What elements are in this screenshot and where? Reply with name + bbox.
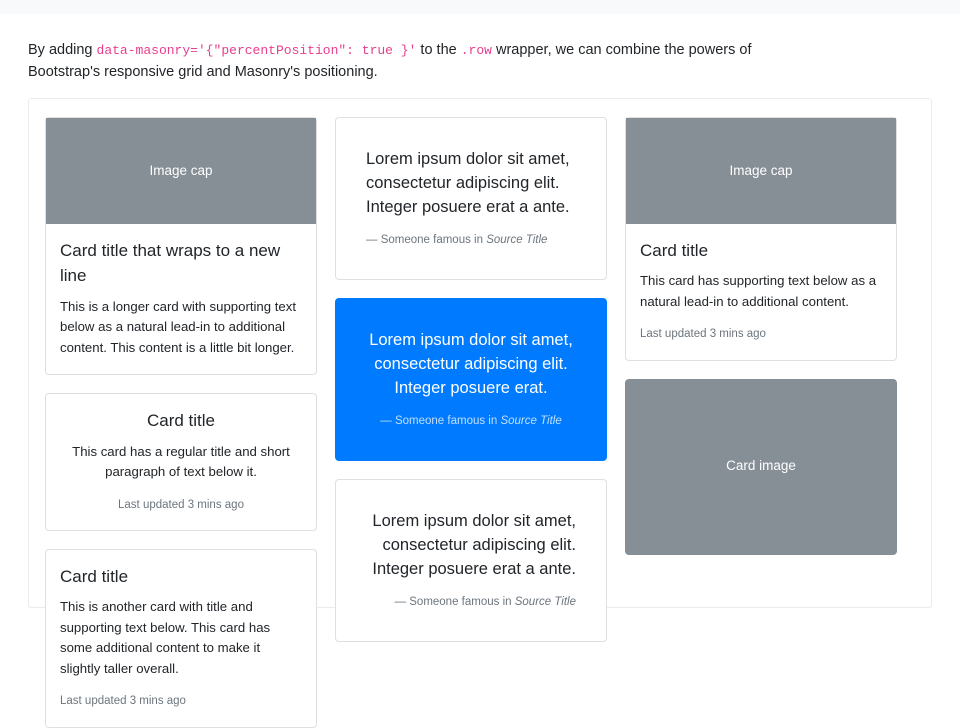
card-text: This is a longer card with supporting text below as a natural lead-in to additional content. This content is a little bit longer. <box>60 298 297 355</box>
quote-source: Source Title <box>486 233 548 246</box>
quote-text: Lorem ipsum dolor sit amet, consectetur adipiscing elit. Integer posuere erat a ante. <box>366 149 570 216</box>
card-body <box>46 224 316 374</box>
card-body <box>336 299 606 460</box>
quote-text: Lorem ipsum dolor sit amet, consectetur adipiscing elit. Integer posuere erat a ante. <box>372 511 576 578</box>
quote-author: Someone famous in <box>380 233 487 246</box>
blockquote <box>350 313 592 444</box>
card-text: This card has a regular title and short paragraph of text below it. <box>72 443 290 480</box>
standalone-card-image: Card image <box>625 379 897 555</box>
intro-code-row: .row <box>460 42 492 58</box>
quote-attribution <box>366 594 576 611</box>
intro-code-snippet: data-masonry='{"percentPosition": true }' <box>96 42 417 58</box>
top-strip <box>0 0 960 14</box>
card-image-placeholder: Image cap <box>46 118 316 224</box>
blockquote <box>350 132 592 263</box>
card-title: Card title <box>60 566 129 586</box>
quote-author: Someone famous in <box>394 414 501 427</box>
quote-source: Source Title <box>500 414 562 427</box>
blockquote <box>350 494 592 625</box>
card-meta: Last updated 3 mins ago <box>640 328 766 341</box>
card-body <box>336 480 606 641</box>
card-quote-default <box>335 117 607 280</box>
masonry-column-3 <box>625 117 897 555</box>
quote-source: Source Title <box>514 595 576 608</box>
masonry-grid <box>45 117 915 728</box>
card-text: This is another card with title and supporting text below. This card has some additional content to make it slightly taller overall. <box>60 599 271 676</box>
intro-text-part3: wrapper, we can combine the powers of Bootstrap's responsive grid and Masonry's positioning. <box>28 41 752 80</box>
card-body <box>336 118 606 279</box>
card-image-placeholder: Image cap <box>626 118 896 224</box>
card-body <box>46 550 316 727</box>
card-centered-title <box>45 393 317 531</box>
card-body <box>46 394 316 530</box>
card-quote-right-aligned <box>335 479 607 642</box>
quote-author: Someone famous in <box>409 595 515 608</box>
card-title: Card title <box>640 240 709 260</box>
card-image-simple <box>625 117 897 361</box>
card-title: Card title that wraps to a new line <box>60 240 281 286</box>
card-plain-taller <box>45 549 317 728</box>
intro-text-part1: By adding <box>28 41 97 58</box>
masonry-column-2 <box>335 117 607 642</box>
quote-text: Lorem ipsum dolor sit amet, consectetur adipiscing elit. Integer posuere erat. <box>369 330 573 397</box>
intro-text-part2: to the <box>416 41 461 58</box>
card-image-wrapping-title <box>45 117 317 375</box>
card-title: Card title <box>146 411 216 431</box>
card-quote-primary <box>335 298 607 461</box>
masonry-column-1 <box>45 117 317 728</box>
quote-attribution <box>366 413 576 430</box>
intro-paragraph <box>0 29 796 84</box>
card-meta: Last updated 3 mins ago <box>60 695 186 708</box>
card-meta: Last updated 3 mins ago <box>118 498 244 511</box>
quote-attribution <box>366 232 576 249</box>
card-body <box>626 224 896 360</box>
example-container <box>28 98 932 708</box>
card-text: This card has supporting text below as a natural lead-in to additional content. <box>640 273 877 309</box>
